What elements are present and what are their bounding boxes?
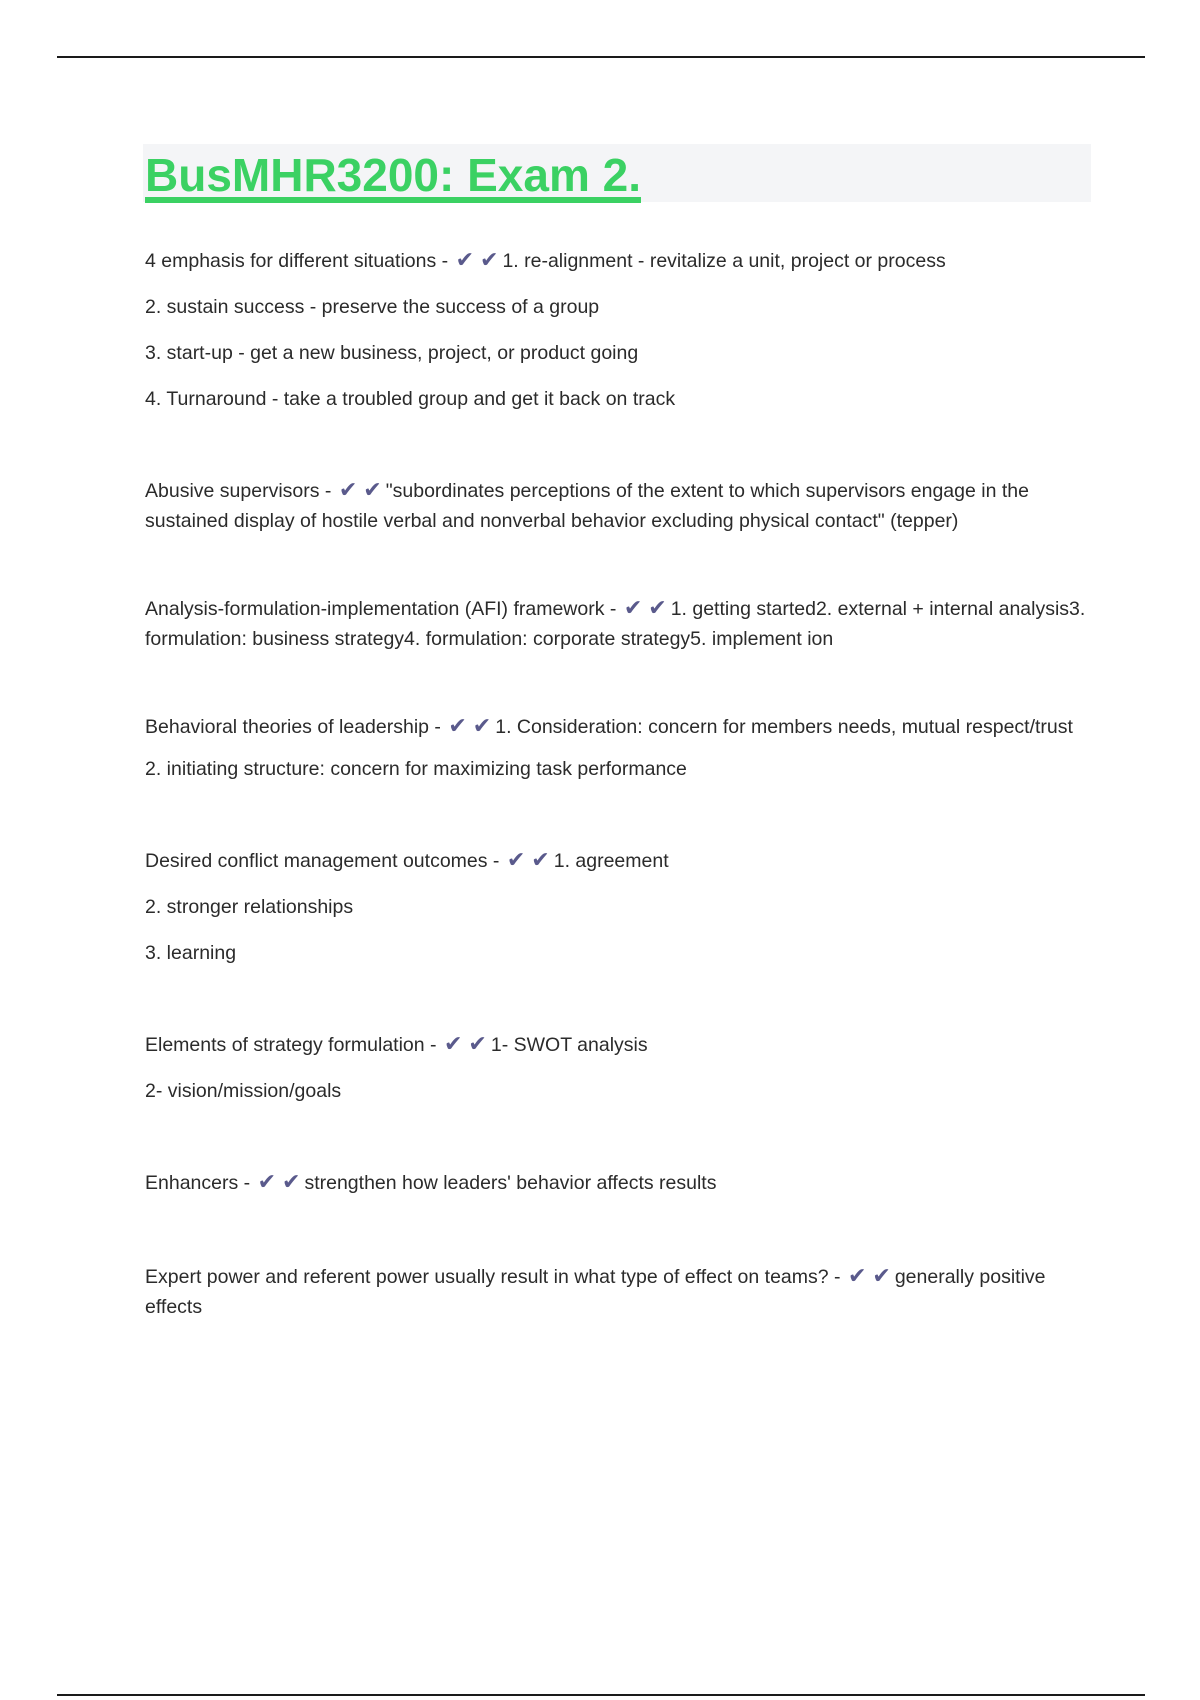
- question-text: Behavioral theories of leadership: [145, 716, 430, 738]
- question-text: Enhancers: [145, 1172, 239, 1194]
- qa-first-line: [145, 1262, 1090, 1322]
- check-icon: ✔: [282, 1170, 301, 1195]
- qa-item: [145, 246, 1090, 414]
- answer-line: 3. start-up - get a new business, project, or product going: [145, 342, 639, 364]
- answer-text: "subordinates perceptions of the extent to which supervisors engage in the sustained display of hostile verbal and nonverbal behavior excluding physical contact" (tepper): [145, 480, 1029, 532]
- check-icon: ✔: [448, 714, 467, 739]
- qa-item: [145, 1262, 1090, 1322]
- separator: -: [828, 1266, 846, 1288]
- answer-text: 1. re-alignment - revitalize a unit, project or process: [502, 250, 946, 272]
- qa-list: [145, 246, 1090, 1384]
- qa-item: [145, 1030, 1090, 1106]
- separator: -: [319, 480, 337, 502]
- answer-text: generally positive effects: [145, 1266, 1046, 1318]
- answer-line: 2- vision/mission/goals: [145, 1080, 342, 1102]
- answer-text: strengthen how leaders' behavior affects results: [304, 1172, 717, 1194]
- check-icon: ✔: [455, 248, 474, 273]
- qa-item: [145, 712, 1090, 784]
- question-text: Desired conflict management outcomes: [145, 850, 488, 872]
- answer-text: 1. agreement: [553, 850, 669, 872]
- check-icon: ✔: [468, 1032, 487, 1057]
- check-icon: ✔: [338, 478, 358, 503]
- question-text: Elements of strategy formulation: [145, 1034, 425, 1056]
- qa-first-line: [145, 846, 1090, 876]
- answer-line: 4. Turnaround - take a troubled group and get it back on track: [145, 388, 676, 410]
- qa-first-line: [145, 246, 1090, 276]
- qa-item: [145, 594, 1090, 654]
- answer-line: 2. initiating structure: concern for maximizing task performance: [145, 758, 687, 780]
- separator: -: [436, 250, 454, 272]
- check-icon: ✔: [257, 1170, 277, 1195]
- question-text: Abusive supervisors: [145, 480, 320, 502]
- qa-item: [145, 1168, 1090, 1198]
- question-text: 4 emphasis for different situations: [145, 250, 437, 272]
- check-icon: ✔: [531, 848, 550, 873]
- question-text: Analysis-formulation-implementation (AFI) framework: [145, 598, 605, 620]
- check-icon: ✔: [480, 248, 499, 273]
- separator: -: [604, 598, 622, 620]
- answer-line: 3. learning: [145, 942, 237, 964]
- check-icon: ✔: [648, 596, 667, 621]
- qa-first-line: [145, 1168, 1090, 1198]
- check-icon: ✔: [872, 1264, 891, 1289]
- qa-item: [145, 846, 1090, 968]
- answer-text: 1. getting started2. external + internal analysis3. formulation: business strategy4. formulation: corporate strategy5. implement ion: [145, 598, 1086, 650]
- qa-first-line: [145, 1030, 1090, 1060]
- check-icon: ✔: [472, 714, 492, 739]
- separator: -: [429, 716, 447, 738]
- check-icon: ✔: [623, 596, 643, 621]
- answer-text: 1. Consideration: concern for members needs, mutual respect/trust: [495, 716, 1073, 738]
- check-icon: ✔: [506, 848, 526, 873]
- qa-item: [145, 476, 1090, 536]
- check-icon: ✔: [847, 1264, 867, 1289]
- qa-first-line: [145, 712, 1090, 742]
- separator: -: [487, 850, 505, 872]
- question-text: Expert power and referent power usually result in what type of effect on teams?: [145, 1266, 829, 1288]
- answer-line: 2. stronger relationships: [145, 896, 354, 918]
- qa-first-line: [145, 476, 1090, 536]
- page-title: BusMHR3200: Exam 2.: [145, 149, 641, 201]
- answer-text: 1- SWOT analysis: [490, 1034, 648, 1056]
- answer-line: 2. sustain success - preserve the success of a group: [145, 296, 600, 318]
- check-icon: ✔: [443, 1032, 463, 1057]
- separator: -: [238, 1172, 256, 1194]
- check-icon: ✔: [363, 478, 382, 503]
- qa-first-line: [145, 594, 1090, 654]
- top-rule: [57, 56, 1145, 58]
- bottom-rule: [57, 1694, 1145, 1696]
- separator: -: [424, 1034, 442, 1056]
